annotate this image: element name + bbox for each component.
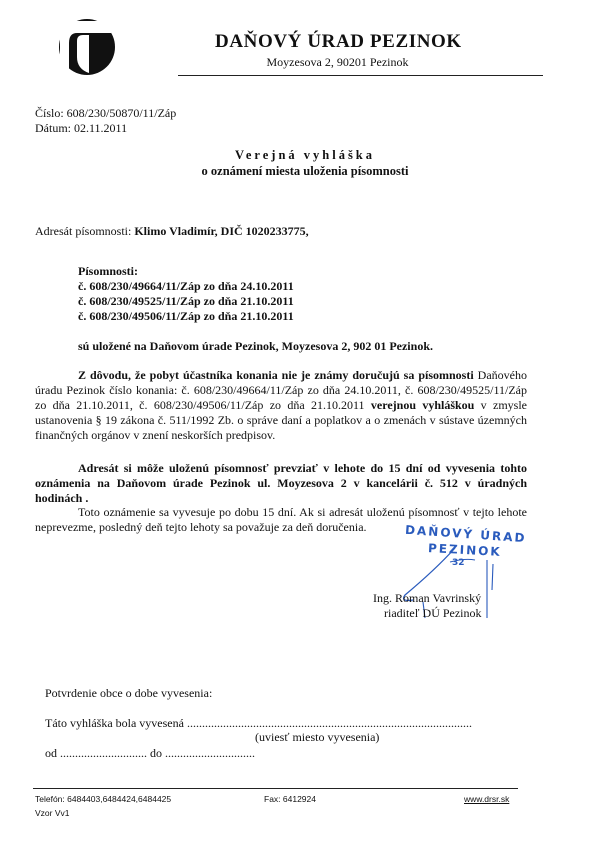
- document-item: č. 608/230/49506/11/Záp zo dňa 21.10.2011: [78, 309, 294, 323]
- delivery-paragraph: Toto oznámenie sa vyvesuje po dobu 15 dní. Ak si adresát uloženú písomnosť v tejto lehote neprevezme, posledný deň tejto lehoty sa považuje za deň doručenia.: [35, 505, 527, 534]
- period-end: .: [252, 746, 255, 760]
- stamp-line1: DAŇOVÝ ÚRAD: [404, 522, 527, 546]
- stamp-line2: PEZINOK: [427, 541, 503, 559]
- document-item: č. 608/230/49525/11/Záp zo dňa 21.10.2011: [78, 294, 294, 308]
- to-label: do: [150, 746, 162, 760]
- footer-website[interactable]: www.drsr.sk: [464, 794, 510, 804]
- header-divider: [178, 75, 543, 76]
- footer-fax: Fax: 6412924: [264, 794, 316, 804]
- reference-date: Dátum: 02.11.2011: [35, 121, 128, 135]
- storage-location: sú uložené na Daňovom úrade Pezinok, Moyzesova 2, 902 01 Pezinok.: [78, 339, 433, 353]
- documents-heading: Písomnosti:: [78, 264, 138, 278]
- reference-number: Číslo: 608/230/50870/11/Záp: [35, 106, 177, 120]
- reason-paragraph: [35, 368, 527, 443]
- from-label: od: [45, 746, 57, 760]
- period-line: [45, 746, 255, 761]
- posted-label: Táto vyhláška bola vyvesená: [45, 716, 184, 730]
- document-item: č. 608/230/49664/11/Záp zo dňa 24.10.2011: [78, 279, 294, 293]
- document-subtitle: o oznámení miesta uloženia písomnosti: [201, 164, 409, 178]
- stamp-number: 32: [452, 558, 465, 568]
- confirmation-heading: Potvrdenie obce o dobe vyvesenia:: [45, 686, 213, 700]
- pickup-paragraph: Adresát si môže uloženú písomnosť prevziať v lehote do 15 dní od vyvesenia tohto oznámenia na Daňovom úrade Pezinok ul. Moyzesova 2 v kancelárii č. 512 v úradných hodinách .: [35, 461, 527, 505]
- footer-divider: [33, 788, 518, 789]
- reason-middle: Daňového úradu Pezinok číslo konania: č. 608/230/49664/11/Záp zo dňa 24.10.2011, č. 608/230/49525/11/Záp zo dňa 21.10.2011, č. 608/230/49506/11/Záp zo dňa 21.10.2011: [35, 368, 527, 412]
- footer-form-code: Vzor Vv1: [35, 808, 70, 818]
- office-address: Moyzesova 2, 90201 Pezinok: [266, 55, 409, 69]
- signer-role: riaditeľ DÚ Pezinok: [384, 606, 482, 620]
- office-name: DAŇOVÝ ÚRAD PEZINOK: [215, 31, 462, 52]
- from-dots: .............................: [60, 746, 147, 760]
- reason-bold-start: Z dôvodu, že pobyt účastníka konania nie je známy doručujú sa písomnosti: [78, 368, 474, 382]
- addressee: [35, 224, 309, 239]
- to-dots: .............................: [165, 746, 252, 760]
- office-logo-icon: [55, 13, 115, 79]
- posted-dots: ...............................................................................................: [186, 716, 472, 730]
- posted-place-hint: (uviesť miesto vyvesenia): [255, 730, 380, 744]
- addressee-label: Adresát písomnosti:: [35, 224, 132, 238]
- posted-line: [45, 716, 472, 731]
- document-title: Verejná vyhláška: [234, 148, 376, 162]
- reason-end: v zmysle ustanovenia § 19 zákona č. 511/1992 Zb. o správe daní a poplatkov a o zmenách v sústave územných finančných orgánov v znení neskorších predpisov.: [35, 398, 527, 442]
- signer-name: Ing. Roman Vavrinský: [373, 591, 482, 605]
- addressee-value: Klimo Vladimír, DIČ 1020233775,: [134, 224, 309, 238]
- footer-phone: Telefón: 6484403,6484424,6484425: [35, 794, 172, 804]
- reason-bold-public-notice: verejnou vyhláškou: [370, 398, 475, 412]
